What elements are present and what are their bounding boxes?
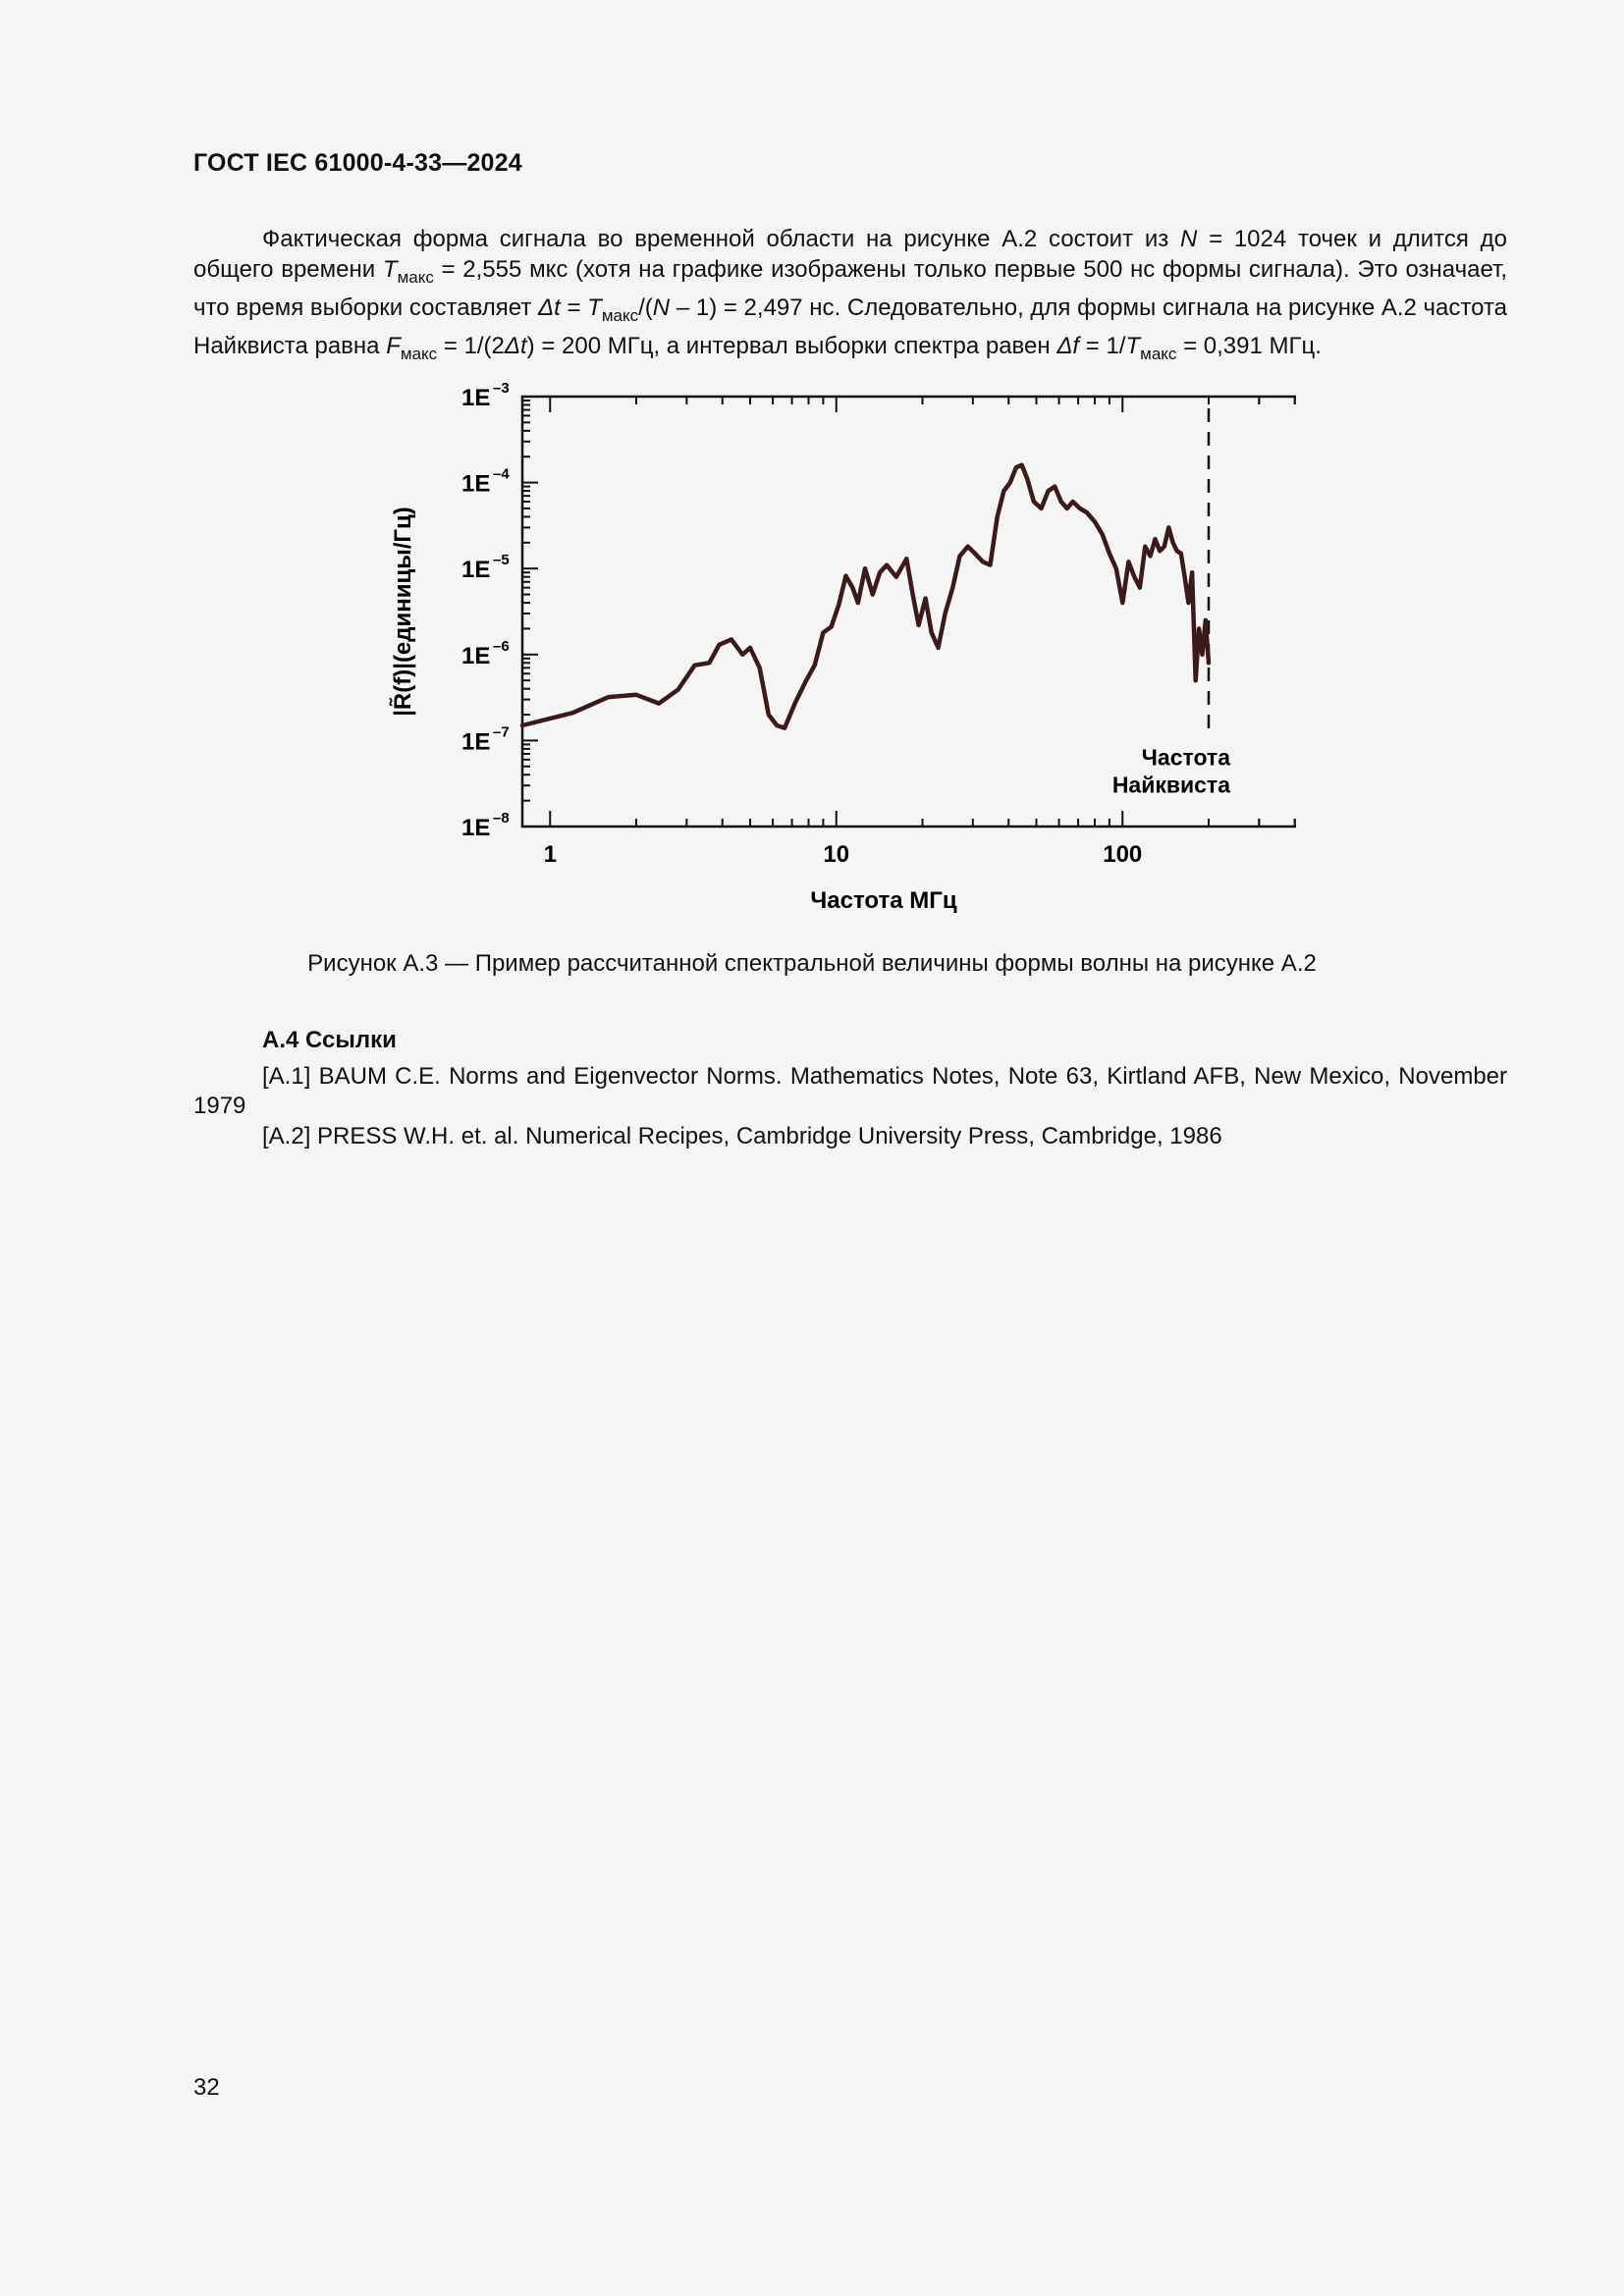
spectrum-series-line — [522, 465, 1209, 728]
intro-paragraph: Фактическая форма сигнала во временной области на рисунке А.2 состоит из N = 1024 точек и длится до общего времени $T_{макс} = 2,555$ мкс (хотя на графике изображены только первые 500 нс формы сигнала). Это означает, что время выборки составляет $\Delta t = T_{макс}/(N - 1) = 2,497$ нс. Следовательно, для формы сигнала на рисунке А.2 частота Найквиста равна $F_{макс} = 1/(2\Delta t) = 200$ МГц, а интервал выборки спектра равен $\Delta f = 1/T_{макс} = 0,391$ МГц. — [193, 226, 1508, 363]
figure-caption: Рисунок А.3 — Пример рассчитанной спектральной величины формы волны на рисунке А.2 — [307, 950, 1317, 977]
y-tick-label: 1E — [461, 385, 491, 411]
spectrum-chart — [363, 373, 1296, 923]
x-tick-labels — [544, 841, 1143, 868]
y-tick-exponent: –7 — [493, 723, 510, 741]
y-tick-label: 1E — [461, 815, 491, 841]
nyquist-label-line1: Частота — [1141, 744, 1231, 771]
document-header: ГОСТ IEC 61000-4-33—2024 — [193, 149, 522, 177]
y-tick-exponent: –3 — [493, 380, 510, 397]
y-tick-exponent: –8 — [493, 810, 510, 827]
reference-item: [A.2] PRESS W.H. et. al. Numerical Recipes, Cambridge University Press, Cambridge, 1986 — [262, 1123, 1222, 1149]
y-tick-label: 1E — [461, 557, 491, 584]
y-tick-labels — [461, 380, 510, 841]
x-tick-label: 10 — [823, 841, 850, 868]
y-tick-label: 1E — [461, 470, 491, 498]
nyquist-label-line2: Найквиста — [1111, 772, 1231, 798]
y-tick-label: 1E — [461, 642, 491, 669]
page-number: 32 — [193, 2074, 220, 2101]
reference-item: [A.1] BAUM C.E. Norms and Eigenvector Norms. Mathematics Notes, Note 63, Kirtland AFB, New Mexico, November 1979 — [193, 1063, 1507, 1119]
y-tick-exponent: –5 — [493, 552, 510, 569]
y-tick-exponent: –6 — [493, 637, 510, 655]
section-title: А.4 Ссылки — [262, 1027, 397, 1053]
x-tick-label: 1 — [543, 841, 557, 868]
x-tick-label: 100 — [1103, 841, 1143, 868]
y-tick-label: 1E — [461, 728, 491, 756]
y-axis-label: |R̃(f)|(единицы/Гц) — [390, 507, 416, 717]
y-tick-exponent: –4 — [493, 465, 510, 483]
x-axis-label: Частота МГц — [810, 887, 957, 914]
